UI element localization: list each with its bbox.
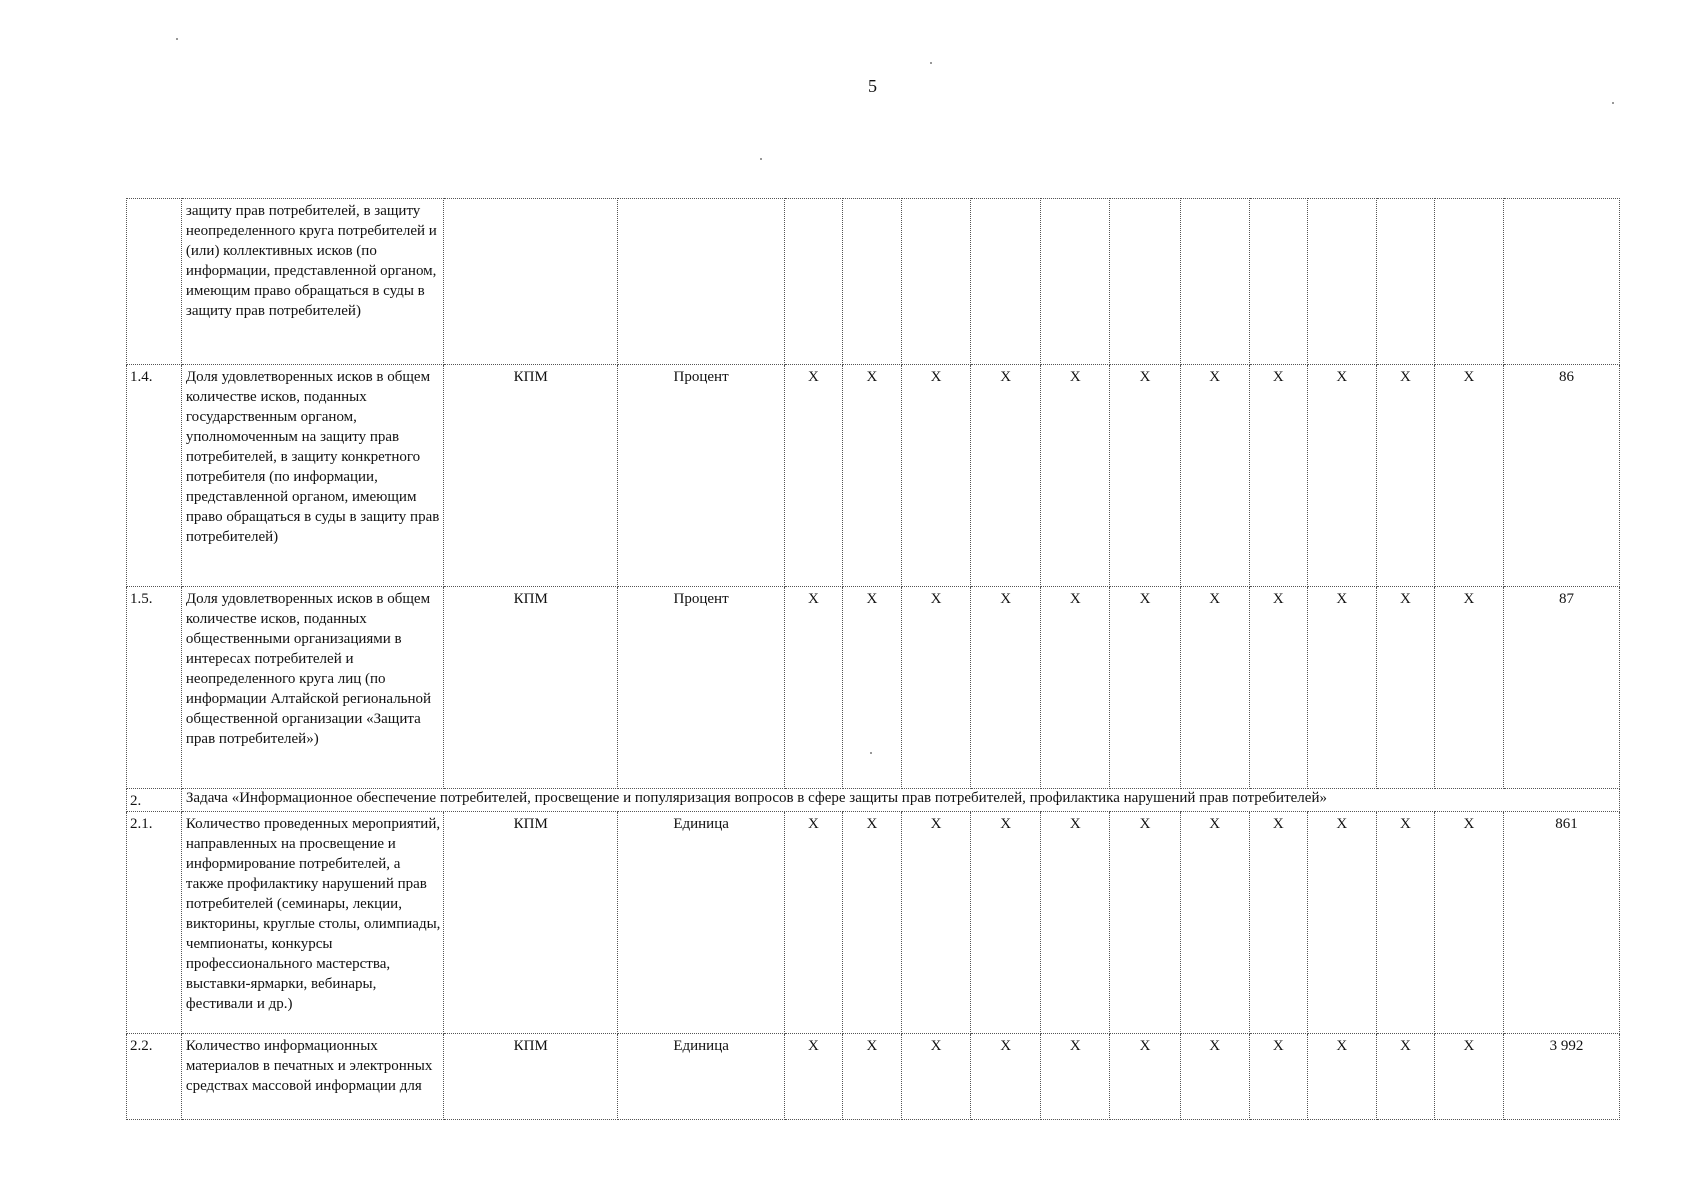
year-mark-cell xyxy=(1180,199,1249,365)
scan-speck xyxy=(760,158,762,160)
year-mark-cell: X xyxy=(1041,365,1110,587)
year-mark-cell: X xyxy=(784,587,842,789)
page-number: 5 xyxy=(868,76,877,96)
unit-cell: Единица xyxy=(618,812,785,1034)
year-mark-cell: X xyxy=(901,812,970,1034)
year-mark-cell: X xyxy=(971,812,1041,1034)
year-mark-cell: X xyxy=(901,1034,970,1120)
unit-cell: Процент xyxy=(618,365,785,587)
indicator-name-cell: Доля удовлетворенных исков в общем количестве исков, поданных общественными организациями в интересах потребителей и неопределенного круга лиц (по информации Алтайской региональной общественной организации «Защита прав потребителей») xyxy=(181,587,443,789)
year-mark-cell xyxy=(784,199,842,365)
year-mark-cell xyxy=(1434,199,1503,365)
year-mark-cell: X xyxy=(842,1034,901,1120)
year-mark-cell: X xyxy=(971,1034,1041,1120)
indicator-type-cell: КПМ xyxy=(444,587,618,789)
unit-cell xyxy=(618,199,785,365)
year-mark-cell: X xyxy=(1307,812,1376,1034)
row-number-cell: 1.4. xyxy=(127,365,182,587)
year-mark-cell: X xyxy=(1249,587,1307,789)
year-mark-cell: X xyxy=(971,365,1041,587)
scan-speck xyxy=(930,62,932,64)
year-mark-cell xyxy=(1249,199,1307,365)
indicator-type-cell: КПМ xyxy=(444,365,618,587)
target-value-cell: 86 xyxy=(1504,365,1620,587)
year-mark-cell: X xyxy=(784,1034,842,1120)
row-number-cell: 1.5. xyxy=(127,587,182,789)
year-mark-cell: X xyxy=(1434,365,1503,587)
year-mark-cell: X xyxy=(1249,812,1307,1034)
indicator-row xyxy=(127,199,1620,365)
scan-speck xyxy=(176,38,178,40)
indicator-name-cell: Доля удовлетворенных исков в общем количестве исков, поданных государственным органом, уполномоченным на защиту прав потребителей, в защиту конкретного потребителя (по информации, представленной органом, имеющим право обращаться в суды в защиту прав потребителей) xyxy=(181,365,443,587)
year-mark-cell xyxy=(1307,199,1376,365)
row-number-cell: 2.1. xyxy=(127,812,182,1034)
year-mark-cell: X xyxy=(1180,812,1249,1034)
indicator-name-cell: Количество проведенных мероприятий, направленных на просвещение и информирование потребителей, а также профилактику нарушений прав потребителей (семинары, лекции, викторины, круглые столы, олимпиады, чемпионаты, конкурсы профессионального мастерства, выставки-ярмарки, вебинары, фестивали и др.) xyxy=(181,812,443,1034)
unit-cell: Процент xyxy=(618,587,785,789)
row-number-cell xyxy=(127,199,182,365)
row-number-cell: 2.2. xyxy=(127,1034,182,1120)
indicators-table xyxy=(126,198,1620,1120)
indicator-name-cell: защиту прав потребителей, в защиту неопределенного круга потребителей и (или) коллективных исков (по информации, представленной органом, имеющим право обращаться в суды в защиту прав потребителей) xyxy=(181,199,443,365)
target-value-cell: 861 xyxy=(1504,812,1620,1034)
target-value-cell: 87 xyxy=(1504,587,1620,789)
row-number-cell: 2. xyxy=(127,789,182,812)
year-mark-cell: X xyxy=(842,365,901,587)
year-mark-cell: X xyxy=(1307,365,1376,587)
year-mark-cell: X xyxy=(1041,587,1110,789)
year-mark-cell: X xyxy=(1110,587,1180,789)
year-mark-cell: X xyxy=(1180,365,1249,587)
indicator-row xyxy=(127,365,1620,587)
scan-speck xyxy=(870,752,872,754)
task-row xyxy=(127,789,1620,812)
scan-speck xyxy=(1612,102,1614,104)
year-mark-cell: X xyxy=(1307,587,1376,789)
year-mark-cell: X xyxy=(1376,812,1434,1034)
year-mark-cell xyxy=(1041,199,1110,365)
year-mark-cell: X xyxy=(842,812,901,1034)
year-mark-cell: X xyxy=(784,812,842,1034)
unit-cell: Единица xyxy=(618,1034,785,1120)
year-mark-cell: X xyxy=(1041,1034,1110,1120)
indicator-row xyxy=(127,1034,1620,1120)
year-mark-cell: X xyxy=(1180,587,1249,789)
year-mark-cell: X xyxy=(1249,1034,1307,1120)
year-mark-cell: X xyxy=(1110,812,1180,1034)
year-mark-cell: X xyxy=(784,365,842,587)
task-title-cell: Задача «Информационное обеспечение потребителей, просвещение и популяризация вопросов в сфере защиты прав потребителей, профилактика нарушений прав потребителей» xyxy=(181,789,1619,812)
year-mark-cell: X xyxy=(1376,1034,1434,1120)
year-mark-cell: X xyxy=(1434,812,1503,1034)
year-mark-cell: X xyxy=(1307,1034,1376,1120)
year-mark-cell xyxy=(1376,199,1434,365)
year-mark-cell: X xyxy=(971,587,1041,789)
indicator-row xyxy=(127,812,1620,1034)
year-mark-cell: X xyxy=(901,587,970,789)
indicator-type-cell: КПМ xyxy=(444,1034,618,1120)
year-mark-cell: X xyxy=(1110,1034,1180,1120)
year-mark-cell: X xyxy=(901,365,970,587)
target-value-cell xyxy=(1504,199,1620,365)
year-mark-cell: X xyxy=(842,587,901,789)
target-value-cell: 3 992 xyxy=(1504,1034,1620,1120)
year-mark-cell: X xyxy=(1110,365,1180,587)
indicator-name-cell: Количество информационных материалов в печатных и электронных средствах массовой информации для xyxy=(181,1034,443,1120)
year-mark-cell xyxy=(1110,199,1180,365)
year-mark-cell xyxy=(842,199,901,365)
year-mark-cell xyxy=(971,199,1041,365)
year-mark-cell: X xyxy=(1376,587,1434,789)
indicator-type-cell xyxy=(444,199,618,365)
year-mark-cell: X xyxy=(1180,1034,1249,1120)
year-mark-cell: X xyxy=(1434,587,1503,789)
year-mark-cell: X xyxy=(1434,1034,1503,1120)
indicator-row xyxy=(127,587,1620,789)
year-mark-cell: X xyxy=(1376,365,1434,587)
year-mark-cell xyxy=(901,199,970,365)
year-mark-cell: X xyxy=(1041,812,1110,1034)
year-mark-cell: X xyxy=(1249,365,1307,587)
indicator-type-cell: КПМ xyxy=(444,812,618,1034)
